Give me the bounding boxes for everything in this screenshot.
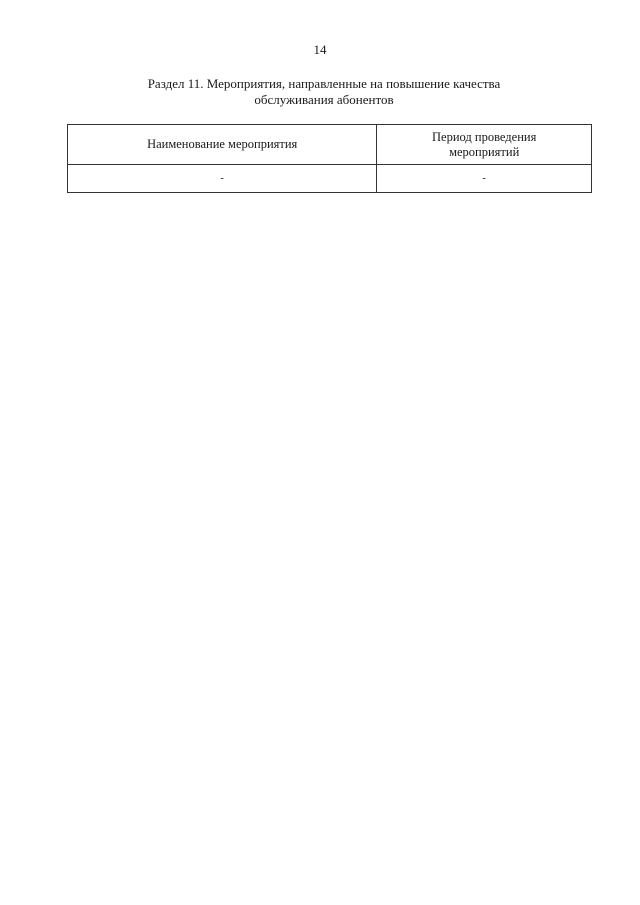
section-title xyxy=(90,76,558,108)
header-period-line: Период проведения xyxy=(432,129,537,144)
header-period-line: мероприятий xyxy=(449,144,520,159)
table-header-row xyxy=(68,125,592,165)
page-number: 14 xyxy=(313,42,327,57)
cell-event-period: - xyxy=(377,165,592,193)
cell-event-name: - xyxy=(68,165,377,193)
section-title-line: Раздел 11. Мероприятия, направленные на повышение качества xyxy=(147,76,501,91)
events-table xyxy=(67,124,592,193)
header-event-period xyxy=(377,125,592,165)
table-row xyxy=(68,165,592,193)
section-title-line: обслуживания абонентов xyxy=(254,92,394,107)
header-event-name: Наименование мероприятия xyxy=(68,125,377,165)
